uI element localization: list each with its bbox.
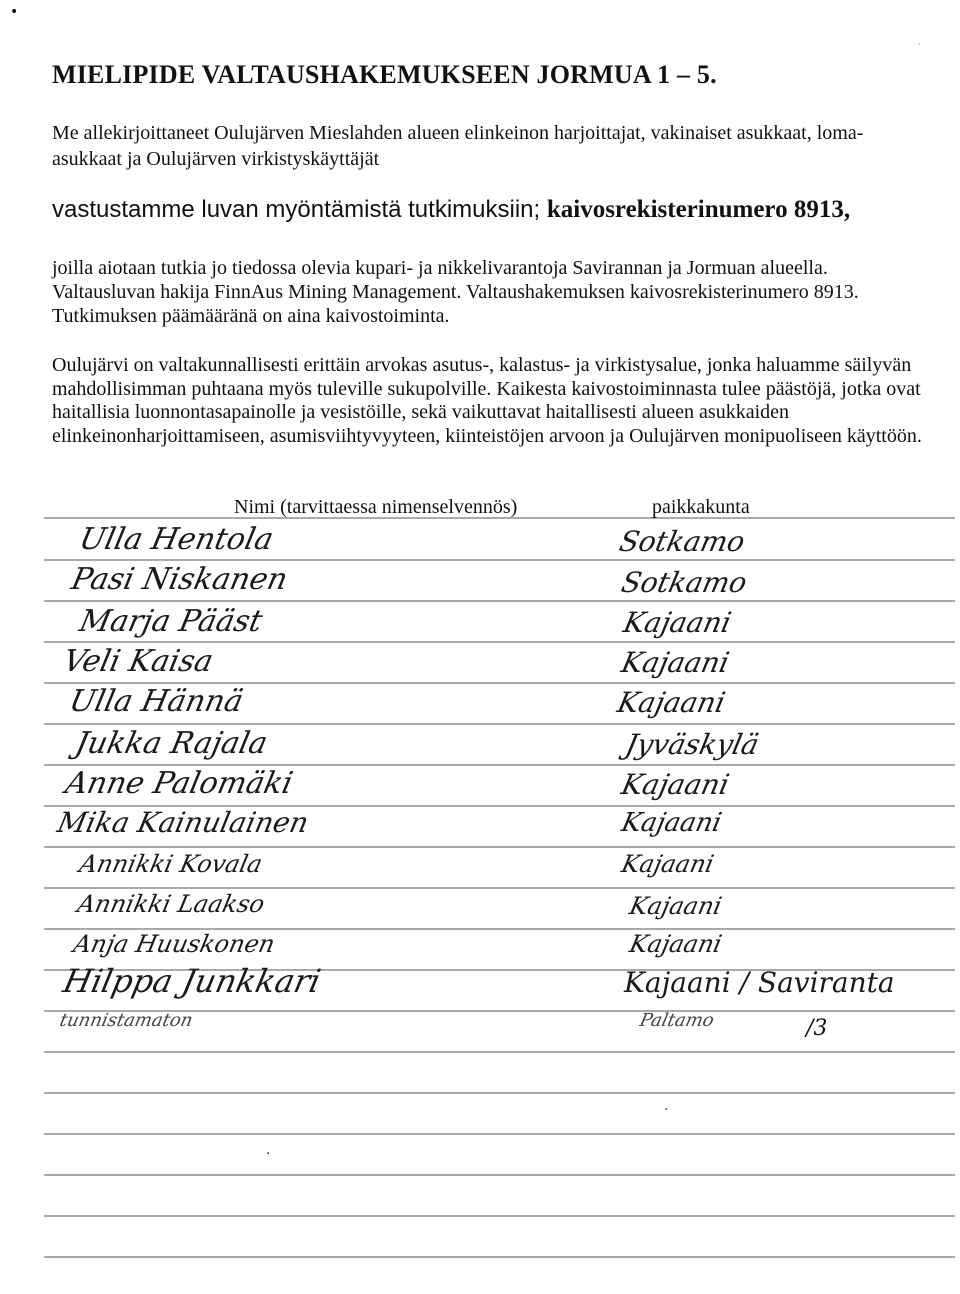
signature-place: Sotkamo bbox=[618, 566, 750, 599]
page-number: /3 bbox=[806, 1016, 828, 1041]
signature-place: Paltamo bbox=[637, 1010, 716, 1031]
document-title: MIELIPIDE VALTAUSHAKEMUKSEEN JORMUA 1 – 5. bbox=[52, 60, 717, 89]
signature-place: Kajaani bbox=[627, 892, 725, 920]
signature-place: Kajaani bbox=[618, 768, 733, 801]
rationale-paragraph: Oulujärvi on valtakunnallisesti erittäin arvokas asutus-, kalastus- ja virkistysalue, jonka haluamme säilyvän mahdollisimman puhtaana myös tuleville sukupolville. Kaikesta kaivostoiminnasta tulee päästöjä, jotka ovat haitallisia luonnontasapainolle ja vesistöille, sekä vaikuttavat haitallisesti alueen asukkaiden elinkeinonharjoittamiseen, asumisviihtyvyyteen, kiinteistöjen arvoon ja Oulujärven monipuoliseen käyttöön. bbox=[52, 354, 922, 447]
signature-place: Kajaani / Saviranta bbox=[624, 966, 895, 999]
signature-name: Jukka Rajala bbox=[72, 726, 271, 761]
statement-plain: vastustamme luvan myöntämistä tutkimuksiin; bbox=[52, 196, 547, 223]
signature-name: Annikki Laakso bbox=[75, 890, 268, 918]
name-column-header: Nimi (tarvittaessa nimenselvennös) bbox=[234, 496, 518, 518]
signature-place: Kajaani bbox=[619, 850, 717, 878]
signature-name: Ulla Hentola bbox=[76, 522, 277, 557]
signature-name: Annikki Kovala bbox=[77, 850, 265, 878]
scan-speck: · bbox=[918, 40, 922, 51]
signature-name: tunnistamaton bbox=[57, 1010, 195, 1031]
place-column-header: paikkakunta bbox=[652, 496, 750, 518]
signature-place: Kajaani bbox=[618, 646, 733, 679]
signature-name: Ulla Hännä bbox=[66, 684, 247, 719]
signature-place: Jyväskylä bbox=[622, 728, 762, 761]
signature-place: Kajaani bbox=[620, 606, 735, 639]
scan-mark: · bbox=[664, 1102, 669, 1118]
signature-name: Veli Kaisa bbox=[60, 644, 217, 679]
signature-place: Kajaani bbox=[614, 686, 729, 719]
statement-bold: kaivosrekisterinumero 8913, bbox=[546, 196, 851, 223]
details-paragraph: joilla aiotaan tutkia jo tiedossa olevia kupari- ja nikkelivarantoja Savirannan ja Jormuan alueella. Valtausluvan hakija FinnAus Mining Management. Valtaushakemuksen kaivosrekisterinumero 8913. Tutkimuksen päämääränä on aina kaivostoiminta. bbox=[52, 257, 859, 327]
signature-place: Sotkamo bbox=[616, 525, 748, 558]
signature-name: Anja Huuskonen bbox=[71, 930, 278, 958]
intro-paragraph: Me allekirjoittaneet Oulujärven Mieslahden alueen elinkeinon harjoittajat, vakinaiset asukkaat, loma-asukkaat ja Oulujärven virkistyskäyttäjät bbox=[52, 122, 864, 170]
signature-place: Kajaani bbox=[627, 930, 725, 958]
scan-mark: · bbox=[266, 1146, 271, 1162]
signature-name: Anne Palomäki bbox=[62, 766, 296, 801]
signature-place: Kajaani bbox=[618, 808, 725, 838]
corner-bullet: • bbox=[10, 4, 19, 20]
signature-name: Hilppa Junkkari bbox=[59, 962, 325, 1000]
signature-name: Mika Kainulainen bbox=[54, 806, 312, 839]
signature-name: Marja Pääst bbox=[76, 604, 266, 639]
signature-name: Pasi Niskanen bbox=[68, 562, 291, 597]
